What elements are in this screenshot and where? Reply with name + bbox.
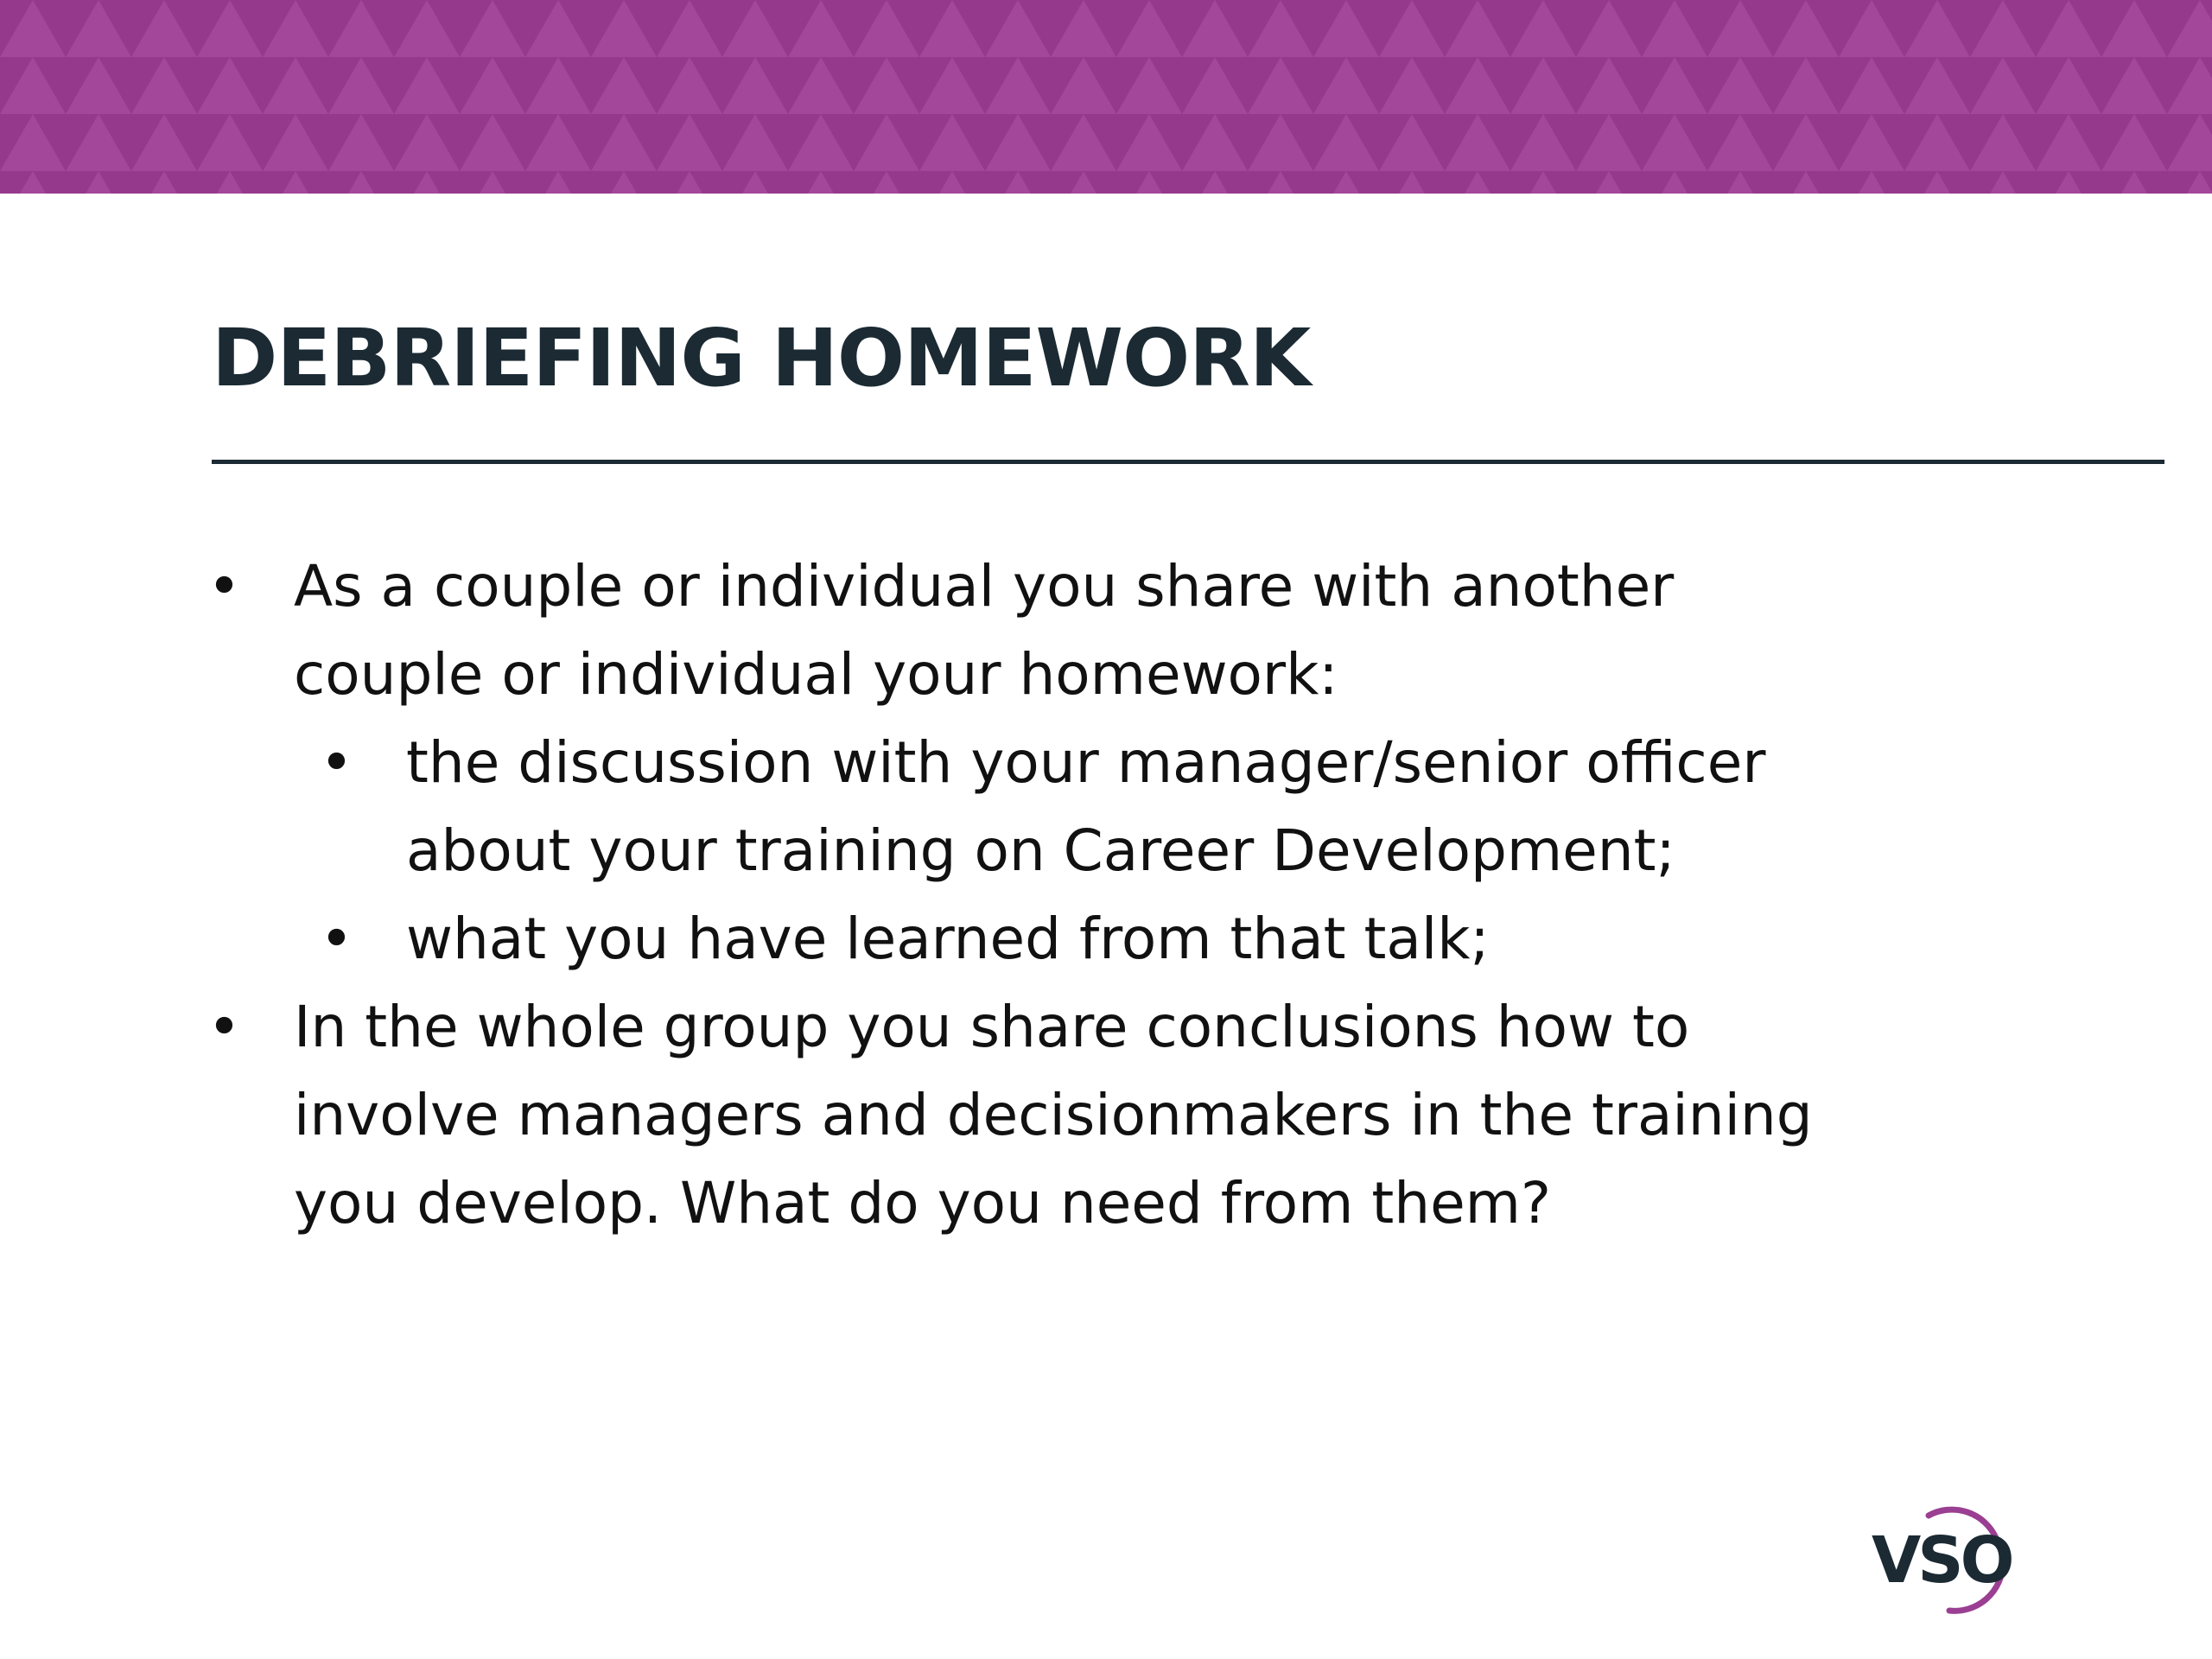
bullet-item-1 <box>207 543 1849 983</box>
vso-logo <box>1866 1503 2013 1616</box>
sub-bullet-list <box>294 719 1849 983</box>
bullet-glyph: • <box>207 994 241 1060</box>
sub-bullet-text: the discussion with your manager/senior officer about your training on Career Development; <box>406 729 1766 884</box>
bullet-glyph: • <box>207 553 241 620</box>
title-divider <box>212 460 2164 464</box>
sub-bullet-text: what you have learned from that talk; <box>406 906 1490 972</box>
slide-title: DEBRIEFING HOMEWORK <box>212 312 1311 404</box>
bullet-text: As a couple or individual you share with another couple or individual your homework: <box>294 553 1675 708</box>
sub-bullet-item-1 <box>294 719 1849 895</box>
bullet-glyph: • <box>320 906 353 972</box>
bullet-glyph: • <box>320 729 353 796</box>
bullet-item-2 <box>207 983 1849 1248</box>
bullet-text: In the whole group you share conclusions how to involve managers and decisionmakers in the training you develop. What do you need from them? <box>294 994 1813 1236</box>
triangle-pattern-icon <box>0 0 2212 194</box>
sub-bullet-item-2 <box>294 895 1849 983</box>
bullet-list <box>207 543 1849 1248</box>
header-banner <box>0 0 2212 194</box>
logo-text: VSO <box>1872 1523 2012 1598</box>
